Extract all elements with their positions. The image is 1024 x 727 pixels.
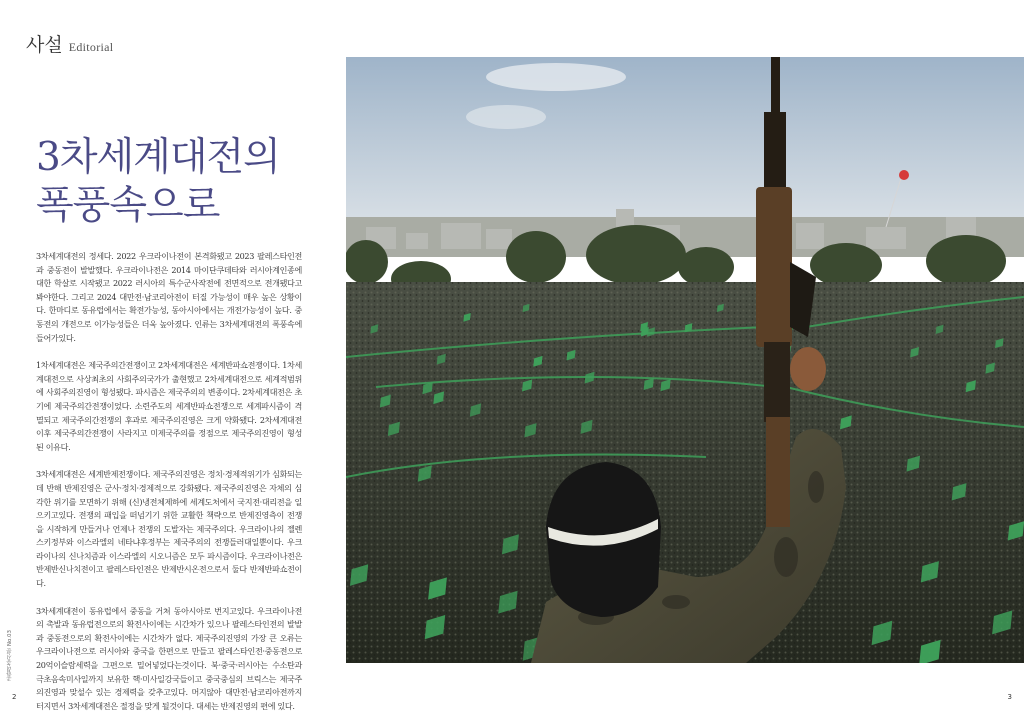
red-balloon — [899, 170, 909, 180]
publication-name-vertical: 종합민중신문 No.03 — [7, 630, 13, 681]
paragraph: 3차세계대전이 동유럽에서 중동을 거쳐 동아시아로 번지고있다. 우크라이나전의 촉발과 동유럽전으로의 확전사이에는 시간차가 있으나 팔레스타인전의 발발과 중동전으로의 확전사이에는 시간차가 없다. 제국주의진영의 가장 큰 오류는 우크라이나전으로 러시아와 중국을 한편으로 만들고 팔레스타인전·중동전으로 20억이슬람세력을 그편으로 밀어넣었다는것이다. 북·중국·러시아는 수소탄과 극초음속미사일까지 보유한 핵·미사일강국들이고 중국중심의 브릭스는 제국주의진영과 맞설수 있는 경제력을 갖추고있다. 머지않아 대만전·남코리아전까지 터지면서 3차세계대전은 절정을 맞게 될것이다. 대세는 반제진영의 편에 있다. — [36, 605, 302, 711]
article-headline — [36, 134, 336, 230]
article-body — [36, 250, 302, 727]
paragraph: 1차세계대전은 제국주의간전쟁이고 2차세계대전은 세계반파쇼전쟁이다. 1차세계대전으로 사상최초의 사회주의국가가 출현했고 2차세계대전으로 세계적범위에 사회주의진영이 형성됐다. 파시즘은 제국주의의 변종이다. 2차세계대전은 초기에 제국주의간전쟁이었다. 소련주도의 세계반파쇼전쟁으로 세계파시즘이 격멸되고 제국주의간전쟁의 후과로 제국주의진영은 크게 약화됐다. 2차세계대전이후 제국주의간전쟁이 사라지고 미제국주의를 정점으로 제국주의진영이 형성된 이유다. — [36, 360, 302, 452]
headline-line-2: 폭풍속으로 — [36, 183, 220, 228]
rally-photo-illustration — [346, 57, 1024, 663]
headline-line-1: 3차세계대전의 — [36, 135, 280, 180]
sky — [346, 57, 1024, 227]
section-title-english: Editorial — [68, 40, 114, 54]
page-number-right: 3 — [1007, 693, 1012, 701]
rally-photo — [346, 57, 1024, 663]
page-number-left: 2 — [12, 693, 17, 701]
section-title-korean: 사설 — [26, 34, 63, 56]
section-header — [26, 30, 113, 57]
paragraph: 3차세계대전은 세계반제전쟁이다. 제국주의진영은 정치·경제적위기가 심화되는 데 반해 반제진영은 군사·정치·경제적으로 강화됐다. 제국주의진영은 자체의 심각한 위기를 모면하기 위해 (신)냉전체제하에 세계도처에서 국지전·대리전을 일으키고있다. 전쟁의 패입을 떠넘기기 위한 교활한 책략으로 반제진영측이 전쟁을 시작하게 만들거나 언제나 전쟁의 도발자는 제국주의다. 우크라이나의 젤렌스키정부와 이스라엘의 네타냐후정부는 제국주의의 전쟁들러대일뿐이다. 우크라이나의 신나치즘과 이스라엘의 시오니즘은 모두 파시즘이다. 우크라이나전은 반제반신나치전이고 팔레스타인전은 반제반시온전으로서 둘다 반제반파쇼전이다. — [36, 469, 302, 589]
paragraph: 3차세계대전의 정세다. 2022 우크라이나전이 본격화됐고 2023 팔레스타인전과 중동전이 발발했다. 우크라이나전은 2014 마이단쿠데타와 러시아계인종에 대한 학살로 시작됐고 2022 러시아의 특수군사작전에 전면적으로 전개됐다고 봐야한다. 그리고 2024 대만전·남코리아전이 터질 가능성이 매우 높은 상황이다. 한마디로 동유럽에서는 확전가능성, 동아시아에서는 개전가능성이 높다. 중동전의 개전으로 이가능성들은 더욱 높아졌다. 인류는 3차세계대전의 폭풍속에 들어가있다. — [36, 251, 302, 343]
